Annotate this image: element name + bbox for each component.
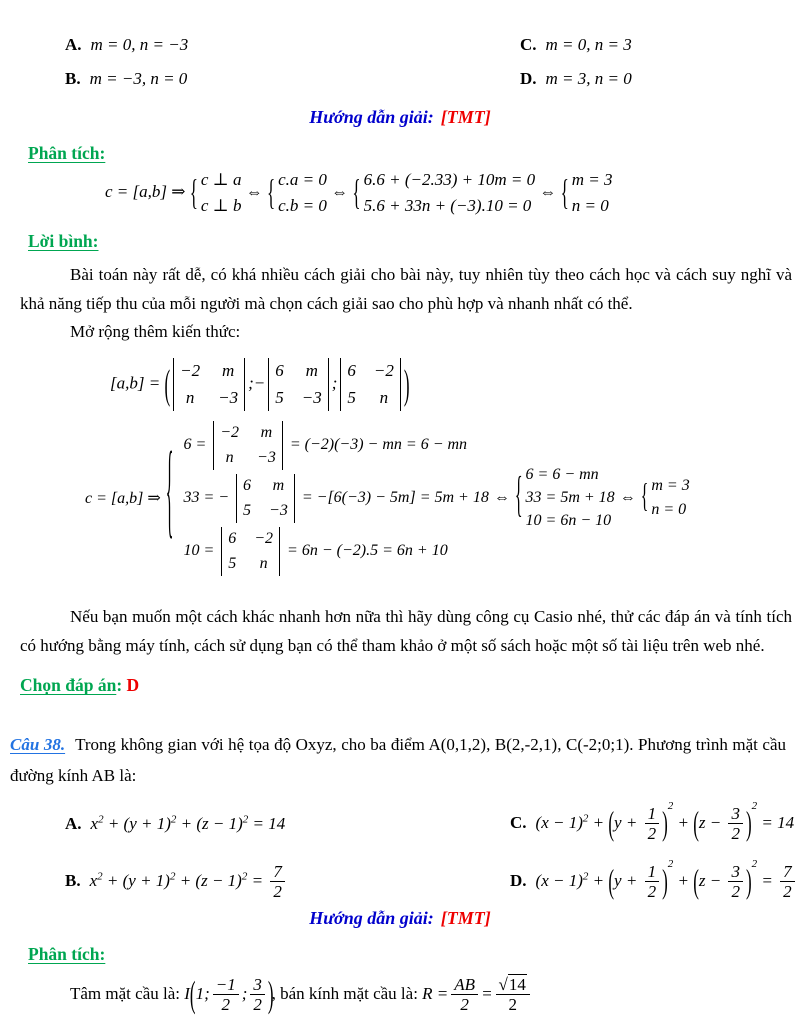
left-brace-icon: {	[640, 479, 649, 516]
left-brace-icon: {	[189, 172, 198, 213]
iff-symbol: ⇔	[539, 181, 557, 201]
center-label: Tâm mặt cầu là:	[70, 983, 185, 1003]
analysis-heading: Phân tích:	[28, 142, 106, 163]
q38-options	[65, 799, 800, 902]
fraction: $\frac{AB}{2}$	[451, 975, 478, 1015]
determinant: −2 m n −3	[173, 358, 245, 411]
fraction: $\frac{3}{2}$	[728, 862, 743, 902]
exponent: 2	[241, 870, 248, 883]
exponent: 2	[667, 799, 674, 812]
fraction: $\frac{1}{2}$	[645, 804, 660, 844]
close-paren-icon: )	[662, 862, 668, 901]
fraction-sqrt: $\frac{√14}{2}$	[496, 975, 530, 1015]
option-label: C.	[520, 35, 537, 54]
determinant: 6 −2 5 n	[340, 358, 400, 411]
fraction: $\frac{3}{2}$	[250, 975, 265, 1015]
system-row: 6 = −2 m n −3 = (−2)(−3) − mn = 6 − mn	[183, 421, 488, 470]
guide-label: Hướng dẫn giải:	[309, 106, 434, 127]
determinant: 6 m 5 −3	[236, 474, 295, 523]
radical-icon: √	[498, 974, 508, 994]
math-lhs: [a,b] =	[110, 373, 161, 393]
case-system: { m = 3 n = 0	[640, 477, 690, 519]
option-b: B. $x^2 + (y + 1)^2 + (z - 1)^2$ = $\frac{7}{2}$	[65, 862, 510, 902]
left-brace-icon: {	[560, 172, 569, 213]
system-row: 33 = − 6 m 5 −3 = −[6(−3) − 5m] = 5m + 18	[183, 474, 488, 523]
left-brace-icon: {	[514, 470, 523, 524]
exponent: 2	[169, 870, 176, 883]
option-value: m = −3, n = 0	[89, 69, 188, 89]
case-system: { 6.6 + (−2.33) + 10m = 0 5.6 + 33n + (−3).10 = 0	[352, 169, 536, 215]
option-value: m = 3, n = 0	[545, 69, 632, 89]
open-paren-icon: (	[608, 862, 615, 901]
case-system: { m = 3 n = 0	[560, 169, 613, 215]
determinant: 6 −2 5 n	[221, 527, 280, 576]
math-lhs: c = [a,b] ⇒	[105, 181, 186, 201]
determinant: 6 m 5 −3	[268, 358, 328, 411]
formula-cross-product-definition	[110, 358, 800, 411]
system-row: 10 = 6 −2 5 n = 6n − (−2).5 = 6n + 10	[183, 527, 488, 576]
exponent: 2	[170, 812, 177, 825]
fraction: $\frac{7}{2}$	[780, 862, 795, 902]
fraction: $\frac{1}{2}$	[645, 862, 660, 902]
fraction: $\frac{-1}{2}$	[213, 975, 239, 1015]
open-paren-icon: (	[164, 361, 171, 408]
casio-tip-paragraph: Nếu bạn muốn một cách khác nhanh hơn nữa thì hãy dùng công cụ Casio nhé, thử các đáp án và tính tích có hướng bằng máy tính, cách sử dụng bạn có thể tham khảo ở một số sách hoặc một số tài liệu trên web nhé.	[20, 606, 792, 656]
exponent: 2	[242, 812, 249, 825]
exponent: 2	[667, 858, 674, 871]
choose-label: Chọn đáp án	[20, 675, 117, 696]
close-paren-icon: )	[662, 804, 668, 843]
extra-knowledge-line: Mở rộng thêm kiến thức:	[70, 321, 241, 341]
option-a	[65, 34, 520, 55]
fraction: $\frac{3}{2}$	[728, 804, 743, 844]
q37-options	[65, 34, 800, 90]
exponent: 2	[582, 870, 589, 883]
exponent: 2	[751, 858, 758, 871]
radius-label: , bán kính mặt cầu là:	[271, 983, 423, 1003]
iff-symbol: ⇔	[245, 181, 263, 201]
solution-guide-heading	[0, 107, 800, 128]
iff-symbol: ⇔	[493, 489, 510, 507]
iff-symbol: ⇔	[331, 181, 349, 201]
math-lhs: c = [a,b] ⇒	[85, 490, 161, 508]
exponent: 2	[751, 799, 758, 812]
analysis-heading: Phân tích:	[28, 943, 106, 964]
separator: ;−	[248, 373, 266, 393]
solution-guide-heading	[0, 908, 800, 929]
option-c: C. $(x - 1)^2 + (y$ + $\frac{1}{2}$ )$^2$ + (z − $\frac{3}{2}$ )$^2$ = 14	[510, 799, 795, 844]
question-38	[10, 730, 786, 791]
close-paren-icon: )	[745, 804, 752, 843]
case-system: { c.a = 0 c.b = 0	[266, 169, 327, 215]
exponent: 2	[97, 870, 103, 883]
answer-letter: D	[126, 675, 140, 696]
open-paren-icon: (	[693, 862, 699, 901]
guide-author-tag: [TMT]	[440, 106, 491, 127]
comment-paragraph: Bài toán này rất dễ, có khá nhiều cách giải cho bài này, tuy nhiên tùy theo cách học và cách suy nghĩ và khả năng tiếp thu của mỗi người mà chọn cách giải sao cho phù hợp và nhanh nhất có thể.	[20, 264, 792, 313]
case-system: { 6 = 6 − mn 33 = 5m + 18 10 = 6n − 10	[514, 466, 615, 530]
option-value: m = 0, n = 3	[545, 35, 632, 54]
formula-perpendicular-system	[105, 170, 800, 216]
option-d	[520, 68, 800, 89]
formula-determinant-expansion	[85, 421, 800, 576]
exponent: 2	[98, 812, 104, 825]
sphere-center-radius-line: Tâm mặt cầu là: I(1; $\frac{-1}{2}$ ; $\frac{3}{2}$ ), bán kính mặt cầu là: R = $\frac{AB}{2}$ = $\frac{√14}{2}$	[70, 975, 790, 1015]
option-d: D. $(x - 1)^2 + (y$ + $\frac{1}{2}$ )$^2$ + (z − $\frac{3}{2}$ )$^2$ = $\frac{7}{2}$	[510, 862, 800, 902]
option-label: D.	[520, 69, 537, 89]
question-number: Câu 38.	[10, 735, 66, 755]
close-paren-icon: )	[403, 361, 410, 408]
guide-author-tag: [TMT]	[440, 907, 491, 928]
option-label: B.	[65, 69, 81, 89]
close-paren-icon: )	[745, 862, 752, 901]
open-paren-icon: (	[608, 804, 615, 843]
chosen-answer-line: Chọn đáp án: D	[20, 675, 140, 696]
option-value: m = 0, n = −3	[90, 35, 189, 54]
question-text: Trong không gian với hệ tọa độ Oxyz, cho ba điểm A(0,1,2), B(2,-2,1), C(-2;0;1). Phương trình mặt cầu đường kính AB là:	[10, 735, 787, 786]
case-system: { c ⊥ a c ⊥ b	[189, 169, 242, 215]
separator: ;	[331, 373, 338, 393]
fraction: $\frac{7}{2}$	[270, 862, 285, 902]
open-paren-icon: (	[693, 804, 699, 843]
comment-heading: Lời bình:	[28, 230, 99, 251]
left-brace-icon: {	[352, 172, 361, 213]
exponent: 2	[582, 811, 589, 824]
left-brace-icon: {	[165, 439, 174, 552]
option-b	[65, 68, 520, 89]
option-label: A.	[65, 35, 82, 54]
guide-label: Hướng dẫn giải:	[309, 907, 434, 928]
open-paren-icon: (	[189, 974, 196, 1015]
option-a: A. $x^2 + (y + 1)^2 + (z - 1)^2 = 14$	[65, 812, 286, 833]
option-c	[520, 34, 800, 55]
iff-symbol: ⇔	[619, 489, 636, 507]
close-paren-icon: )	[267, 974, 274, 1015]
left-brace-icon: {	[266, 172, 276, 213]
determinant: −2 m n −3	[213, 421, 283, 470]
